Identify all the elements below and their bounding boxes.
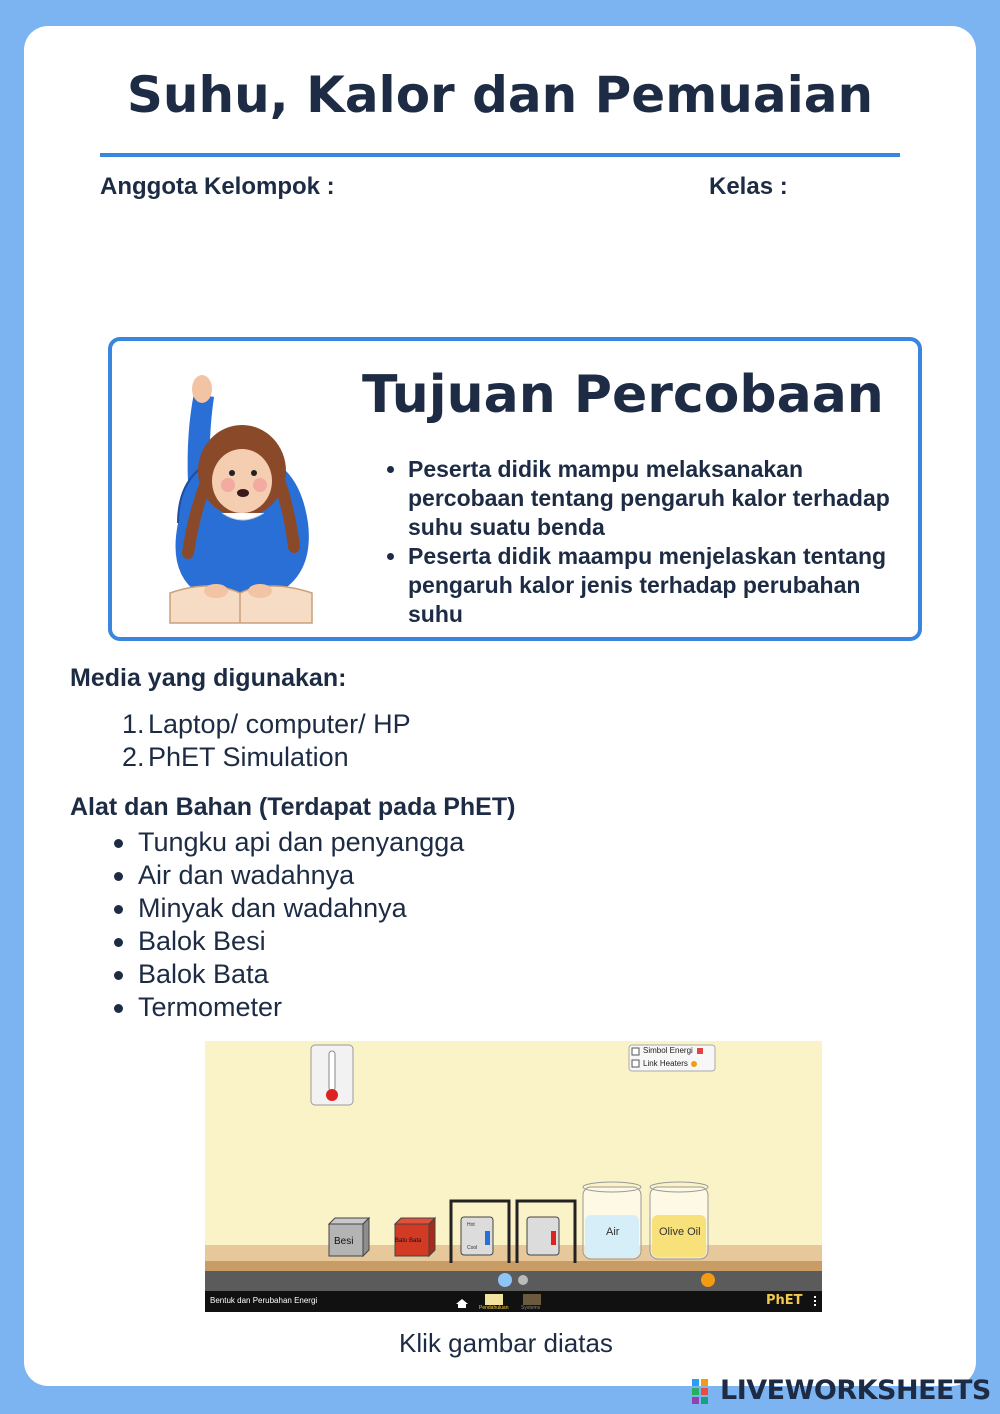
water-label: Air [606, 1226, 620, 1238]
iron-label: Besi [334, 1236, 354, 1247]
oil-label: Olive Oil [659, 1226, 701, 1238]
list-item: Minyak dan wadahnya [110, 892, 464, 925]
media-list [122, 708, 411, 774]
list-item: Air dan wadahnya [110, 859, 464, 892]
objective-heading: Tujuan Percobaan [362, 365, 884, 425]
brick-label: Batu Bata [395, 1238, 422, 1244]
phet-simulation-link[interactable] [205, 1041, 822, 1312]
link-heaters-label: Link Heaters [643, 1059, 688, 1068]
class-label: Kelas : [709, 173, 788, 200]
list-item: • Peserta didik mampu melaksanakan percobaan tentang pengaruh kalor terhadap suhu suatu benda [408, 455, 918, 542]
pause-button[interactable] [498, 1273, 512, 1287]
energy-symbol-label: Simbol Energi [643, 1046, 693, 1055]
liveworksheets-logo [692, 1373, 992, 1409]
heater-cold-label: Cool [467, 1245, 478, 1251]
iron-block[interactable] [329, 1218, 369, 1224]
brick-block[interactable] [395, 1218, 435, 1224]
objective-box [108, 337, 922, 641]
click-image-caption: Klik gambar diatas [399, 1328, 613, 1358]
list-item: Balok Bata [110, 958, 464, 991]
page-title: Suhu, Kalor dan Pemuaian [126, 66, 874, 124]
group-members-label: Anggota Kelompok : [100, 173, 335, 200]
systems-tab-label[interactable]: Systems [521, 1305, 541, 1311]
reset-button[interactable] [701, 1273, 715, 1287]
tools-list [110, 826, 464, 1024]
brand-name: LIVEWORKSHEETS [720, 1375, 991, 1406]
liveworksheets-icon [692, 1377, 718, 1407]
sim-title: Bentuk dan Perubahan Energi [210, 1296, 318, 1305]
list-item: Tungku api dan penyangga [110, 826, 464, 859]
heater-hot-label: Hot [467, 1222, 475, 1228]
menu-icon[interactable] [814, 1296, 816, 1298]
list-item: 1. Laptop/ computer/ HP [122, 709, 411, 739]
tools-heading: Alat dan Bahan (Terdapat pada PhET) [70, 793, 516, 821]
list-item: • Peserta didik maampu menjelaskan tentang pengaruh kalor jenis terhadap perubahan suhu [408, 542, 918, 629]
energy-symbol-checkbox[interactable] [632, 1048, 639, 1055]
link-heaters-checkbox[interactable] [632, 1060, 639, 1067]
intro-tab-icon[interactable] [485, 1294, 503, 1305]
intro-tab-label[interactable]: Pendahuluan [479, 1305, 509, 1311]
girl-illustration [164, 373, 316, 625]
objective-list [384, 455, 918, 629]
title-divider [100, 153, 900, 157]
step-button[interactable] [518, 1275, 528, 1285]
list-item: 2. PhET Simulation [122, 742, 349, 772]
systems-tab-icon[interactable] [523, 1294, 541, 1305]
media-heading: Media yang digunakan: [70, 664, 347, 692]
phet-logo: PhET [766, 1293, 803, 1308]
list-item: Termometer [110, 991, 464, 1024]
list-item: Balok Besi [110, 925, 464, 958]
